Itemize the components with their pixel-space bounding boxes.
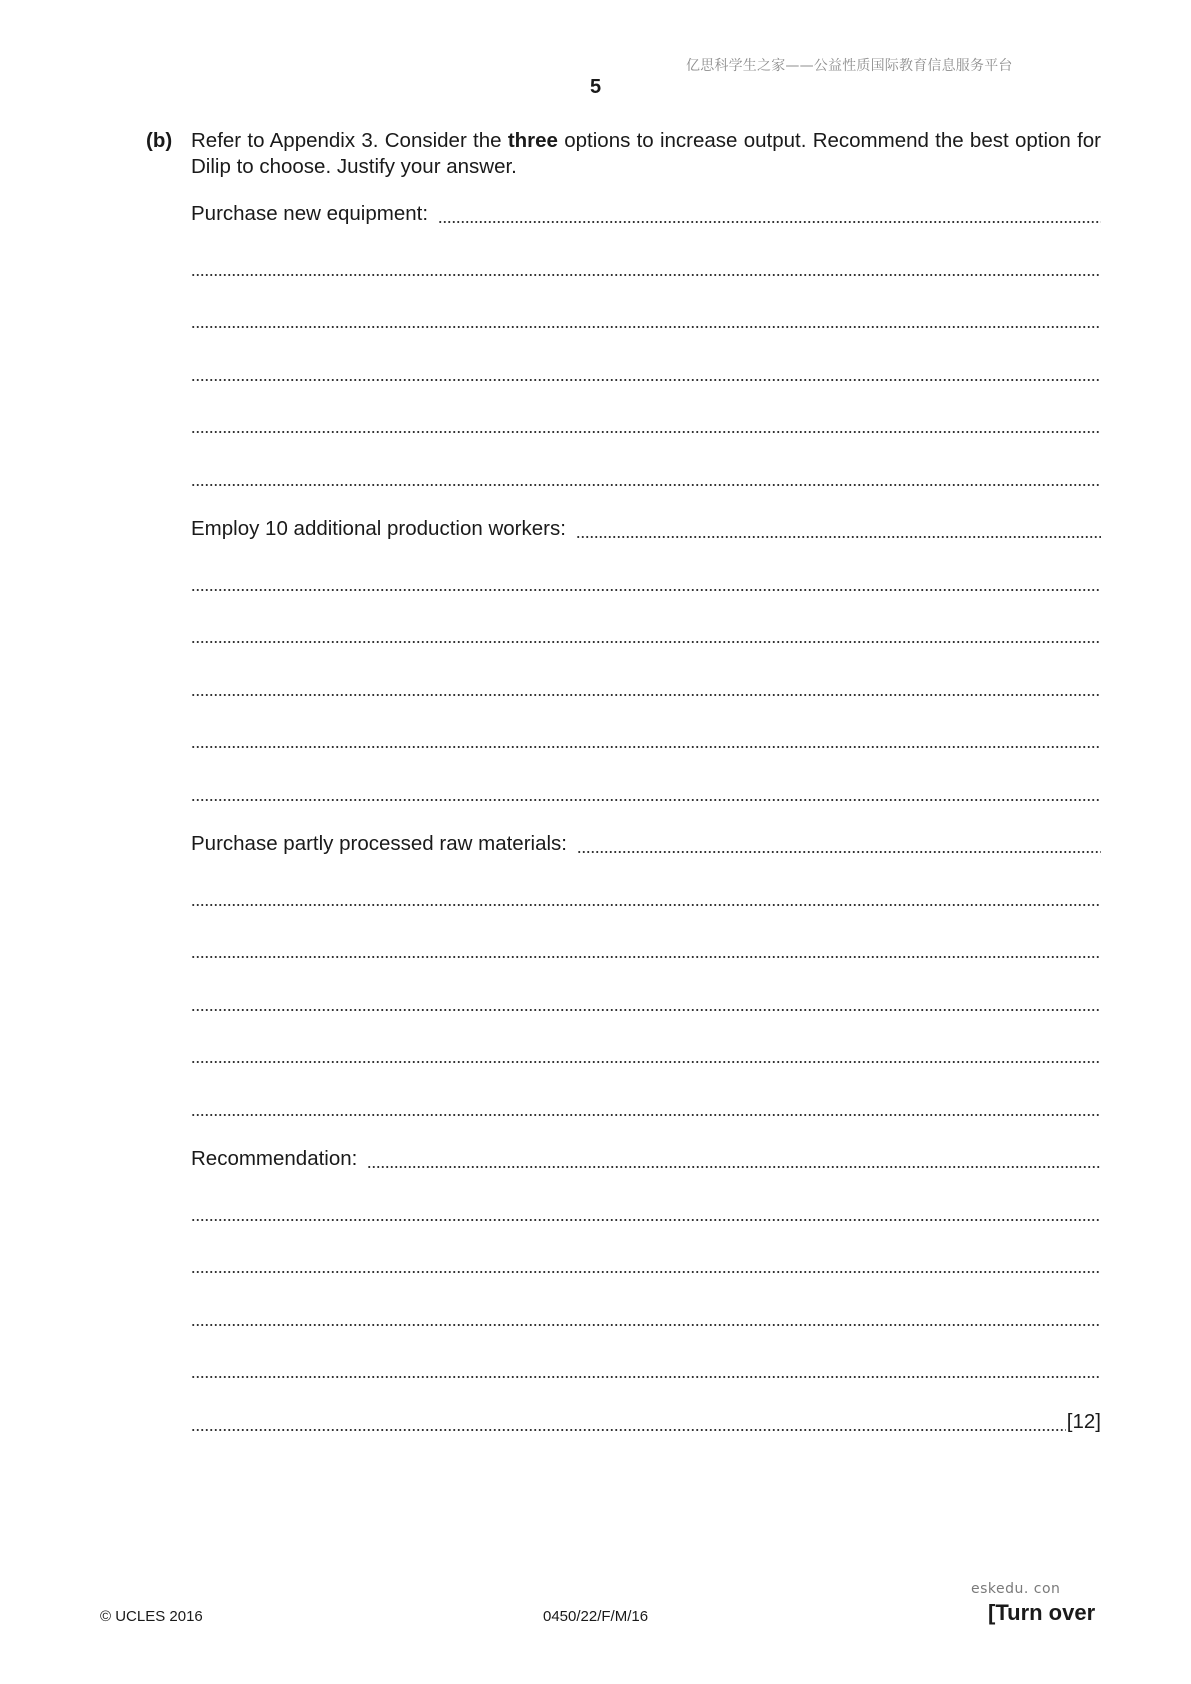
answer-line[interactable]	[191, 1042, 1101, 1095]
section-label: Purchase partly processed raw materials:	[191, 832, 567, 855]
question-text	[191, 128, 1101, 180]
answer-line[interactable]	[191, 1305, 1101, 1358]
dotted-line	[191, 360, 1101, 382]
answer-line[interactable]	[191, 360, 1101, 413]
dotted-line	[191, 675, 1101, 697]
dotted-line	[191, 465, 1101, 487]
answer-line[interactable]	[191, 675, 1101, 728]
question-text-part2: options to increase output. Recommend the best option for Dilip to choose. Justify your answer.	[191, 129, 1101, 178]
answer-line[interactable]	[191, 307, 1101, 360]
question-b	[146, 128, 1101, 180]
dotted-line	[191, 1410, 1066, 1432]
marks-allocation: [12]	[1066, 1409, 1101, 1433]
dotted-line	[191, 255, 1101, 277]
watermark-text: 亿思科学生之家——公益性质国际教育信息服务平台	[686, 58, 1013, 74]
dotted-line	[191, 1305, 1101, 1327]
dotted-line	[191, 412, 1101, 434]
answer-line[interactable]	[191, 1252, 1101, 1305]
answer-line-labeled[interactable]	[191, 202, 1101, 255]
dotted-line	[438, 202, 1101, 224]
turn-over: [Turn over	[988, 1600, 1096, 1625]
answer-line[interactable]	[191, 465, 1101, 518]
answer-line-labeled[interactable]	[191, 1147, 1101, 1200]
dotted-line	[191, 1200, 1101, 1222]
answer-line[interactable]	[191, 1357, 1101, 1410]
dotted-line	[191, 1042, 1101, 1064]
answer-line[interactable]	[191, 885, 1101, 938]
dotted-line	[191, 1252, 1101, 1274]
dotted-line	[367, 1147, 1101, 1169]
dotted-line	[191, 1095, 1101, 1117]
section-label: Purchase new equipment:	[191, 202, 429, 225]
page-number: 5	[590, 76, 602, 98]
copyright: © UCLES 2016	[100, 1608, 203, 1625]
dotted-line	[191, 307, 1101, 329]
answer-line[interactable]	[191, 622, 1101, 675]
dotted-line	[191, 570, 1101, 592]
dotted-line	[577, 832, 1101, 854]
answer-line[interactable]	[191, 727, 1101, 780]
question-text-part1: Refer to Appendix 3. Consider the	[191, 129, 508, 152]
answer-line[interactable]	[191, 1095, 1101, 1148]
paper-code: 0450/22/F/M/16	[543, 1608, 649, 1625]
answer-line-labeled[interactable]	[191, 832, 1101, 885]
answer-line-final[interactable]	[191, 1410, 1101, 1463]
section-label: Recommendation:	[191, 1147, 358, 1170]
answer-line[interactable]	[191, 1200, 1101, 1253]
dotted-line	[191, 622, 1101, 644]
dotted-line	[191, 727, 1101, 749]
answer-line-labeled[interactable]	[191, 517, 1101, 570]
dotted-line	[576, 517, 1101, 539]
question-bold-word: three	[507, 129, 558, 152]
dotted-line	[191, 780, 1101, 802]
answer-line[interactable]	[191, 937, 1101, 990]
dotted-line	[191, 885, 1101, 907]
answer-line[interactable]	[191, 412, 1101, 465]
dotted-line	[191, 937, 1101, 959]
answer-line[interactable]	[191, 990, 1101, 1043]
answer-line[interactable]	[191, 570, 1101, 623]
site-watermark: eskedu. con	[971, 1581, 1061, 1597]
answer-line[interactable]	[191, 255, 1101, 308]
section-label: Employ 10 additional production workers:	[191, 517, 566, 540]
question-label: (b)	[146, 129, 173, 152]
dotted-line	[191, 1357, 1101, 1379]
answer-area	[191, 202, 1101, 1462]
dotted-line	[191, 990, 1101, 1012]
answer-line[interactable]	[191, 780, 1101, 833]
